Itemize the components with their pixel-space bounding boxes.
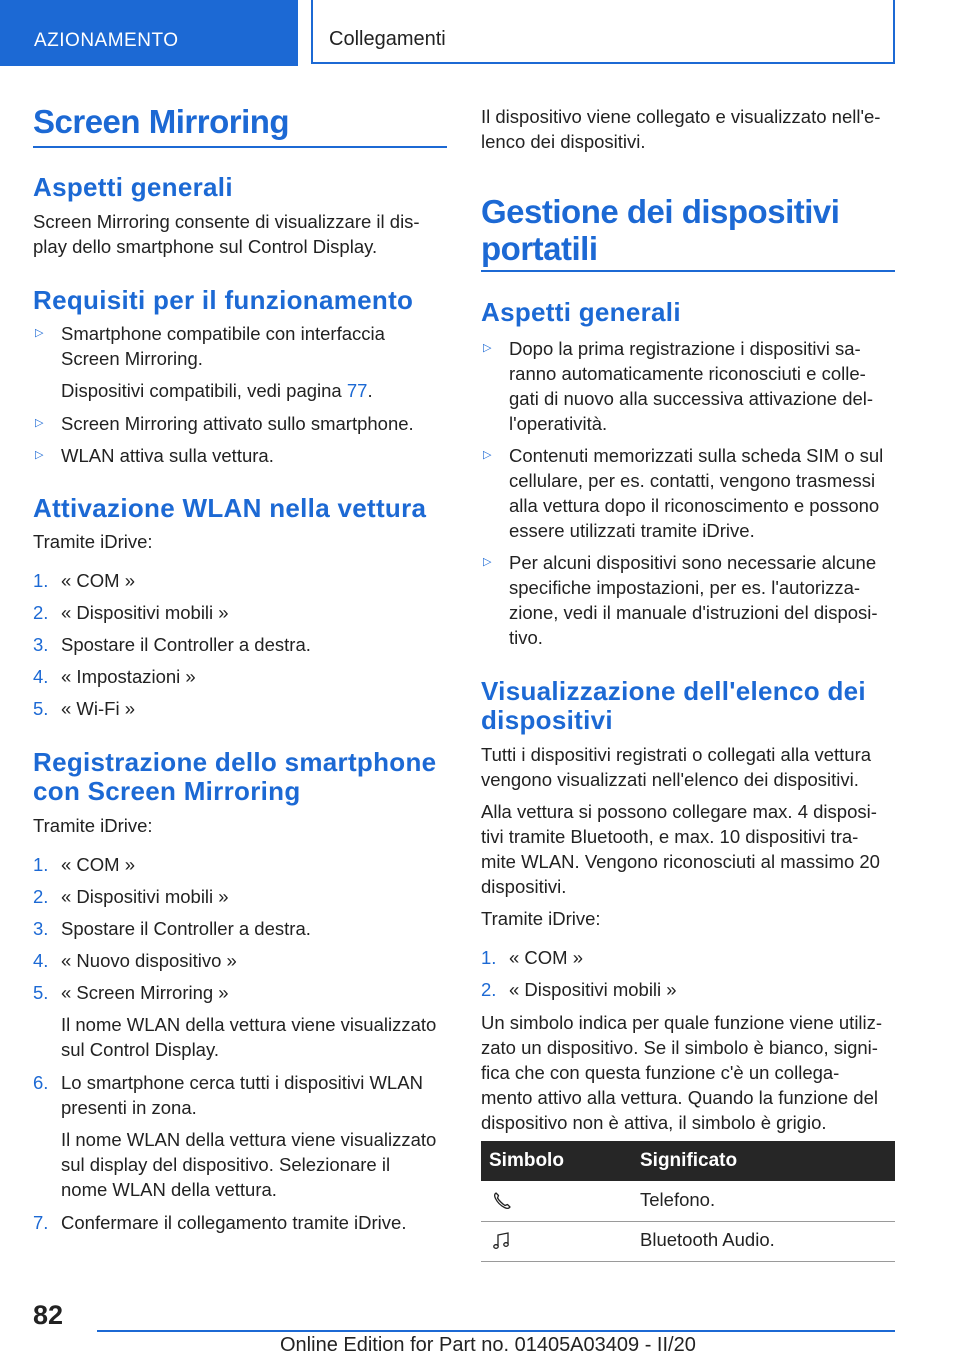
bullet-text: WLAN attiva sulla vettura. <box>61 445 274 466</box>
step-number: 3. <box>33 918 49 939</box>
step-subtext: sul Control Display. <box>61 1039 219 1060</box>
step-number: 4. <box>33 950 49 971</box>
bullet-text: specifiche impostazioni, per es. l'autorizza‐ <box>509 577 861 598</box>
bullet-triangle-icon: ▷ <box>483 556 492 568</box>
step-number: 6. <box>33 1072 49 1093</box>
paragraph-line: Tutti i dispositivi registrati o collegati alla vettura <box>481 744 872 765</box>
step-text: Spostare il Controller a destra. <box>61 918 311 939</box>
paragraph-line: mite WLAN. Vengono riconosciuti al massimo 20 <box>481 851 880 872</box>
step-subtext: sul display del dispositivo. Selezionare il <box>61 1154 391 1175</box>
paragraph-line: Il dispositivo viene collegato e visualizzato nell'e‐ <box>481 106 881 127</box>
step-text: « COM » <box>61 854 136 875</box>
bullet-text: Per alcuni dispositivi sono necessarie alcune <box>509 552 877 573</box>
paragraph-line: fica che con questa funzione c'è un collega‐ <box>481 1062 840 1083</box>
step-text: « Wi-Fi » <box>61 698 135 719</box>
bullet-text: Smartphone compatibile con interfaccia <box>61 323 385 344</box>
bullet-text: essere utilizzati tramite iDrive. <box>509 520 755 541</box>
step-number: 5. <box>33 698 49 719</box>
paragraph-line: Tramite iDrive: <box>33 531 153 552</box>
bullet-triangle-icon: ▷ <box>35 417 44 429</box>
step-number: 1. <box>481 947 497 968</box>
step-text: Confermare il collegamento tramite iDrive. <box>61 1212 407 1233</box>
paragraph-line: mento attivo alla vettura. Quando la funzione del <box>481 1087 878 1108</box>
bullet-text: Screen Mirroring attivato sullo smartphone. <box>61 413 414 434</box>
cross-reference-text: Dispositivi compatibili, vedi pagina <box>61 380 347 401</box>
step-number: 5. <box>33 982 49 1003</box>
paragraph-line: play dello smartphone sul Control Display. <box>33 236 378 257</box>
section-tab: AZIONAMENTO <box>0 0 298 66</box>
step-text: Spostare il Controller a destra. <box>61 634 311 655</box>
bullet-text: cellulare, per es. contatti, vengono trasmessi <box>509 470 876 491</box>
bullet-triangle-icon: ▷ <box>483 342 492 354</box>
step-text: « Nuovo dispositivo » <box>61 950 237 971</box>
section-heading: Attivazione WLAN nella vettura <box>33 493 427 523</box>
step-number: 3. <box>33 634 49 655</box>
bullet-text: l'operatività. <box>509 413 608 434</box>
page-title: Screen Mirroring <box>33 103 290 140</box>
step-subtext: nome WLAN della vettura. <box>61 1179 277 1200</box>
chapter-tab: Collegamenti <box>311 0 895 64</box>
step-text: « Impostazioni » <box>61 666 196 687</box>
page-number: 82 <box>33 1300 64 1330</box>
bullet-triangle-icon: ▷ <box>483 449 492 461</box>
paragraph-line: vengono visualizzati nell'elenco dei dispositivi. <box>481 769 859 790</box>
table-row <box>481 1181 895 1222</box>
bullet-text: zione, vedi il manuale d'istruzioni del disposi‐ <box>509 602 878 623</box>
section-heading: Aspetti generali <box>481 297 681 327</box>
bullet-triangle-icon: ▷ <box>35 449 44 461</box>
bullet-text: Screen Mirroring. <box>61 348 203 369</box>
section-heading: con Screen Mirroring <box>33 776 301 806</box>
music-note-icon <box>491 1230 513 1252</box>
bullet-text: alla vettura dopo il riconoscimento e possono <box>509 495 880 516</box>
section-heading: Registrazione dello smartphone <box>33 747 437 777</box>
step-text: « Screen Mirroring » <box>61 982 229 1003</box>
paragraph-line: zato un dispositivo. Se il simbolo è bianco, signi‐ <box>481 1037 878 1058</box>
paragraph-line: dispositivo non è attiva, il simbolo è grigio. <box>481 1112 827 1133</box>
paragraph-line: Tramite iDrive: <box>33 815 153 836</box>
step-number: 2. <box>33 886 49 907</box>
paragraph-line: Tramite iDrive: <box>481 908 601 929</box>
step-text: « COM » <box>61 570 136 591</box>
step-text: « Dispositivi mobili » <box>509 979 677 1000</box>
section-heading: dispositivi <box>481 705 613 735</box>
footer-edition: Online Edition for Part no. 01405A03409 - II/20 <box>280 1334 696 1356</box>
step-number: 1. <box>33 854 49 875</box>
step-text: presenti in zona. <box>61 1097 197 1118</box>
step-text: « Dispositivi mobili » <box>61 886 229 907</box>
footer-rule <box>97 1330 895 1332</box>
section-heading: Visualizzazione dell'elenco dei <box>481 676 866 706</box>
step-text: Lo smartphone cerca tutti i dispositivi WLAN <box>61 1072 423 1093</box>
step-text: « COM » <box>509 947 584 968</box>
page-header <box>0 0 960 66</box>
bullet-text: tivo. <box>509 627 543 648</box>
table-row <box>481 1221 895 1262</box>
table-header <box>481 1141 895 1181</box>
step-number: 4. <box>33 666 49 687</box>
step-number: 2. <box>33 602 49 623</box>
bullet-text: gati di nuovo alla successiva attivazione del‐ <box>509 388 874 409</box>
bullet-triangle-icon: ▷ <box>35 327 44 339</box>
bullet-text: Dopo la prima registrazione i dispositivi sa‐ <box>509 338 861 359</box>
section-heading: Aspetti generali <box>33 172 233 202</box>
cross-reference <box>61 378 373 403</box>
paragraph-line: Screen Mirroring consente di visualizzare il dis‐ <box>33 211 420 232</box>
table-cell: Bluetooth Audio. <box>640 1229 775 1250</box>
bullet-text: Contenuti memorizzati sulla scheda SIM o sul <box>509 445 884 466</box>
table-cell: Telefono. <box>640 1189 716 1210</box>
paragraph-line: Alla vettura si possono collegare max. 4 disposi‐ <box>481 801 877 822</box>
phone-icon <box>491 1190 513 1212</box>
page-link[interactable]: 77 <box>346 380 368 401</box>
step-subtext: Il nome WLAN della vettura viene visualizzato <box>61 1014 437 1035</box>
paragraph-line: dispositivi. <box>481 876 567 897</box>
cross-reference-dot: . <box>367 380 373 401</box>
column-header: Simbolo <box>489 1150 564 1171</box>
page-title: Gestione dei dispositivi <box>481 193 840 230</box>
paragraph-line: Un simbolo indica per quale funzione viene utiliz‐ <box>481 1012 883 1033</box>
step-number: 7. <box>33 1212 49 1233</box>
step-number: 1. <box>33 570 49 591</box>
step-text: « Dispositivi mobili » <box>61 602 229 623</box>
title-rule <box>481 270 895 272</box>
paragraph-line: tivi tramite Bluetooth, e max. 10 dispositivi tra‐ <box>481 826 859 847</box>
step-number: 2. <box>481 979 497 1000</box>
step-subtext: Il nome WLAN della vettura viene visualizzato <box>61 1129 437 1150</box>
title-rule <box>33 146 447 148</box>
bullet-text: ranno automaticamente riconosciuti e colle‐ <box>509 363 866 384</box>
section-heading: Requisiti per il funzionamento <box>33 285 414 315</box>
paragraph-line: lenco dei dispositivi. <box>481 131 646 152</box>
page-title: portatili <box>481 230 598 267</box>
column-header: Significato <box>640 1150 738 1171</box>
